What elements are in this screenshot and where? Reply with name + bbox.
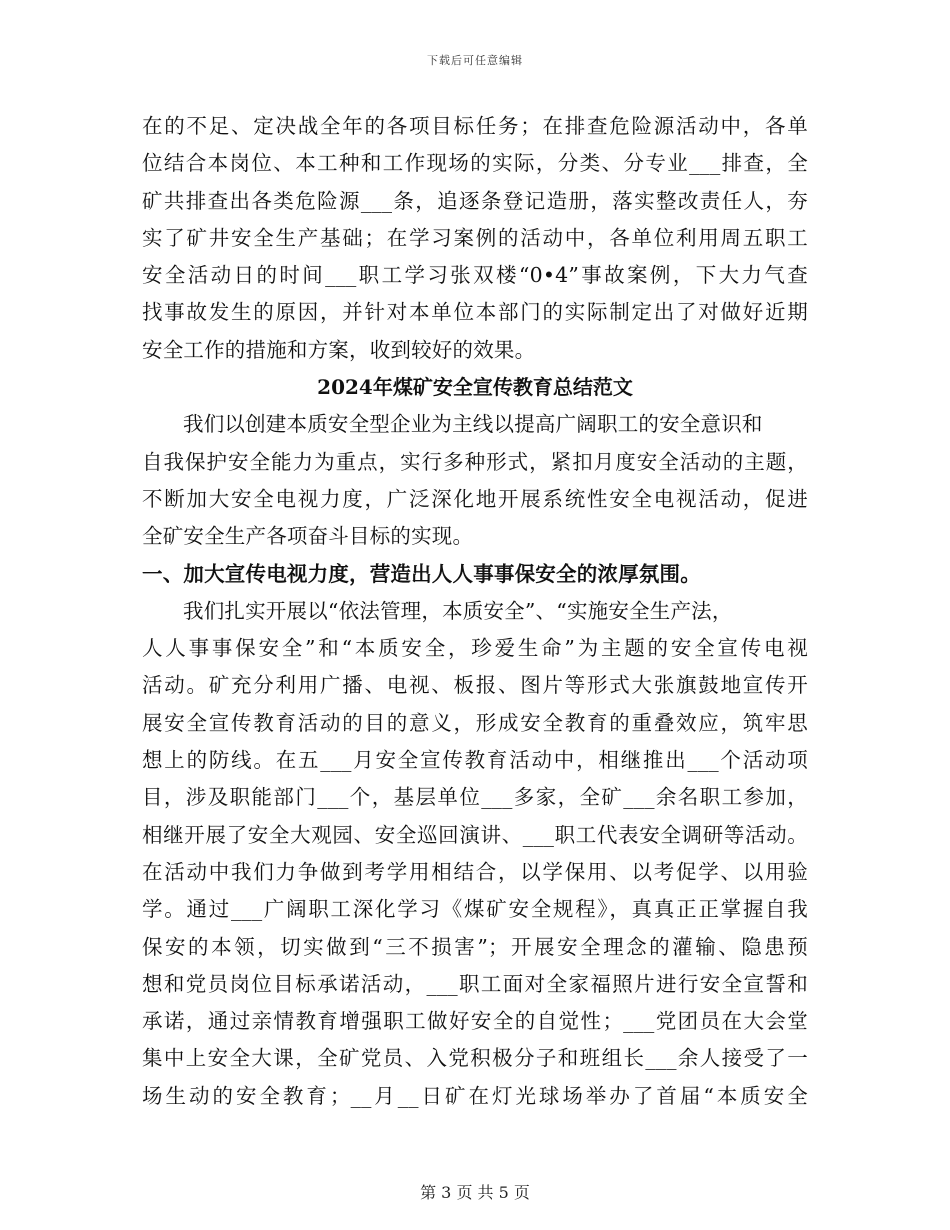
text-line: 在活动中我们力争做到考学用相结合，以学保用、以考促学、以用验	[142, 859, 808, 884]
text-line: 全矿安全生产各项奋斗目标的实现。	[142, 524, 474, 549]
text-line: 目，涉及职能部门___个，基层单位___多家，全矿___余名职工参加，	[142, 785, 808, 810]
text-line: 学。通过___广阔职工深化学习《煤矿安全规程》，真真正正掌握自我	[142, 897, 808, 922]
text-line: 保安的本领，切实做到“三不损害”；开展安全理念的灌输、隐患预	[142, 934, 808, 959]
text-line: 位结合本岗位、本工种和工作现场的实际，分类、分专业___排查，全	[142, 151, 808, 176]
text-line: 场生动的安全教育；__月__日矿在灯光球场举办了首届“本质安全	[142, 1083, 808, 1108]
text-line: 找事故发生的原因，并针对本单位本部门的实际制定出了对做好近期	[142, 300, 808, 325]
text-line: 安全活动日的时间___职工学习张双楼“0•4”事故案例，下大力气查	[142, 263, 808, 288]
text-line: 在的不足、定决战全年的各项目标任务；在排查危险源活动中，各单	[142, 114, 808, 138]
text-line: 集中上安全大课，全矿党员、入党积极分子和班组长___余人接受了一	[142, 1046, 808, 1071]
text-line: 相继开展了安全大观园、安全巡回演讲、___职工代表安全调研等活动。	[142, 822, 808, 847]
text-line: 想上的防线。在五___月安全宣传教育活动中，相继推出___个活动项	[142, 748, 808, 773]
text-line: 自我保护安全能力为重点，实行多种形式，紧扣月度安全活动的主题，	[142, 449, 808, 474]
text-line: 活动。矿充分利用广播、电视、板报、图片等形式大张旗鼓地宣传开	[142, 673, 808, 698]
text-line: 想和党员岗位目标承诺活动，___职工面对全家福照片进行安全宣誓和	[142, 971, 808, 996]
text-line: 不断加大安全电视力度，广泛深化地开展系统性安全电视活动，促进	[142, 486, 808, 511]
text-line: 矿共排查出各类危险源___条，追逐条登记造册，落实整改责任人，夯	[142, 188, 808, 213]
text-line: 安全工作的措施和方案，收到较好的效果。	[142, 337, 536, 362]
text-line: 承诺，通过亲情教育增强职工做好安全的自觉性；___党团员在大会堂	[142, 1009, 808, 1034]
text-line: 实了矿井安全生产基础；在学习案例的活动中，各单位利用周五职工	[142, 225, 808, 250]
subsection-heading: 一、加大宣传电视力度，营造出人人事事保安全的浓厚氛围。	[142, 561, 701, 586]
text-line: 展安全宣传教育活动的目的意义，形成安全教育的重叠效应，筑牢思	[142, 710, 808, 735]
document-body	[142, 108, 808, 1115]
section-title: 2024年煤矿安全宣传教育总结范文	[317, 375, 633, 400]
text-line: 我们以创建本质安全型企业为主线以提高广阔职工的安全意识和	[183, 412, 763, 437]
page-header-note: 下载后可任意编辑	[427, 54, 523, 67]
text-line: 我们扎实开展以“依法管理，本质安全”、“实施安全生产法，	[183, 598, 733, 623]
page-number: 第 3 页 共 5 页	[420, 1183, 530, 1202]
text-line: 人人事事保安全”和“本质安全，珍爱生命”为主题的安全宣传电视	[142, 636, 808, 661]
